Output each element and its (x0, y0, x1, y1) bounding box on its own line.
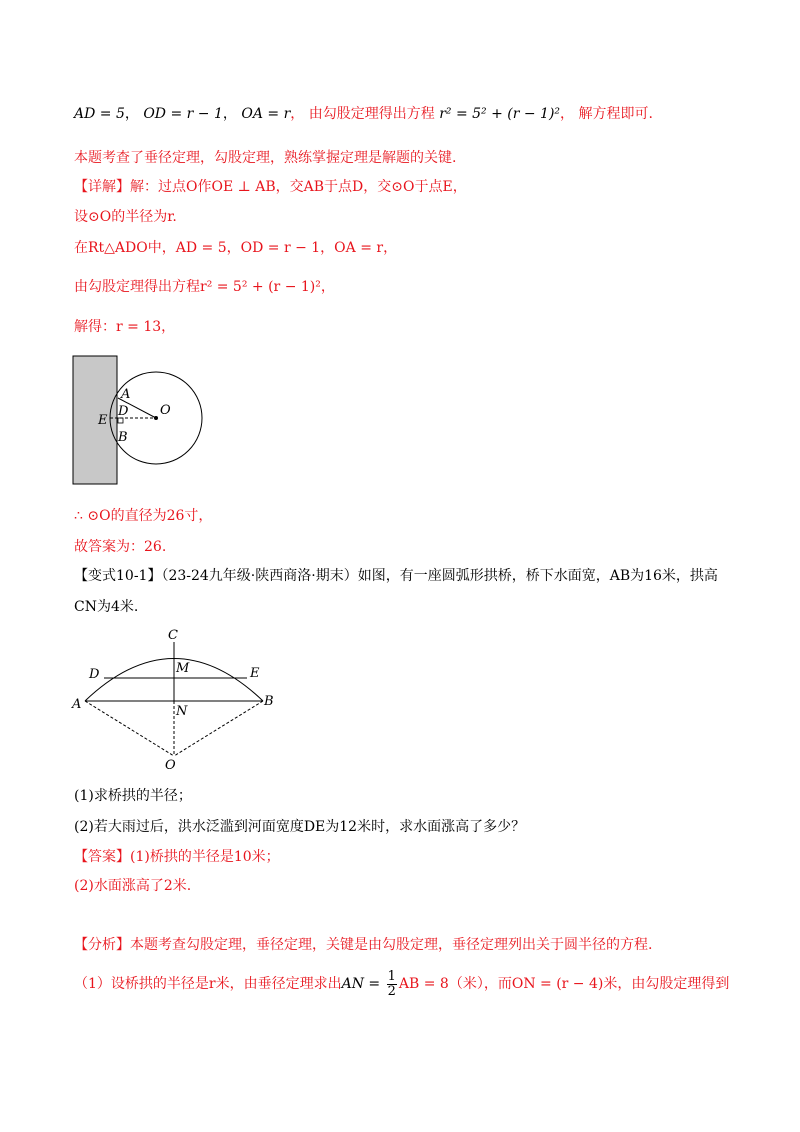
analysis-part1: （1）设桥拱的半径是r米，由垂径定理求出AN = $\frac{1}{2}$ AB = 8（米），而ON = (r − 4)米，由勾股定理得到 (74, 968, 730, 999)
arch-bridge-figure (70, 626, 280, 776)
point-o (154, 416, 158, 420)
answer-tag: 【答案】 (74, 849, 130, 865)
label-e: E (250, 666, 260, 681)
fraction-half (387, 970, 397, 999)
analysis-tag: 【分析】 (74, 937, 130, 953)
analysis-text: 本题考查勾股定理，垂径定理，关键是由勾股定理，垂径定理列出关于圆半径的方程. (130, 937, 653, 953)
question-2: (2)若大雨过后，洪水泛滥到河面宽度DE为12米时，求水面涨高了多少？ (74, 819, 526, 835)
detail-step3: 在Rt△ADO中，AD = 5，OD = r − 1，OA = r， (74, 240, 398, 256)
analysis-p1-b: AB = 8（米），而ON = (r − 4)米，由勾股定理得到 (398, 976, 730, 992)
label-d: D (118, 404, 129, 419)
variant-text1: 如图，有一座圆弧形拱桥，桥下水面宽，AB为16米，拱高 (357, 568, 718, 584)
analysis-p1-a: （1）设桥拱的半径是r米，由垂径定理求出 (74, 976, 342, 992)
label-n: N (176, 704, 188, 719)
conclusion-2: 故答案为：26. (74, 539, 167, 555)
detail-tag: 【详解】 (74, 179, 130, 195)
label-a: A (121, 387, 131, 402)
question-1: (1)求桥拱的半径； (74, 788, 192, 804)
analysis-top-line: AD = 5， OD = r − 1， OA = r， 由勾股定理得出方程 r² = 5² + (r − 1)²， 解方程即可. (74, 106, 653, 122)
variant-tag: 【变式10-1】 (74, 568, 162, 584)
conclusion-1: ∴ ⊙O的直径为26寸， (74, 508, 213, 524)
label-a: A (72, 697, 82, 712)
eq-ad: AD = 5 (74, 106, 125, 122)
fraction-num: 1 (387, 968, 396, 984)
detail-step5: 解得：r = 13， (74, 319, 176, 335)
variant-source: （23-24九年级·陕西商洛·期末） (161, 568, 358, 584)
detail-step2: 设⊙O的半径为r. (74, 209, 177, 225)
label-b: B (264, 694, 274, 709)
detail-step4: 由勾股定理得出方程r² = 5² + (r − 1)²， (74, 279, 335, 295)
analysis-line (74, 935, 652, 955)
label-o: O (165, 758, 176, 773)
label-d: D (89, 667, 100, 682)
analysis-p1-an: AN (341, 976, 364, 992)
analysis-formula: r² = 5² + (r − 1)² (439, 106, 561, 122)
detail-step1-line (74, 177, 467, 197)
label-e: E (98, 413, 108, 428)
summary-line: 本题考查了垂径定理，勾股定理，熟练掌握定理是解题的关键. (74, 150, 457, 166)
detail-step1: 解：过点O作OE ⊥ AB，交AB于点D，交⊙O于点E， (130, 179, 467, 195)
label-o: O (160, 403, 171, 418)
label-m: M (176, 661, 190, 676)
circle-wall-figure (70, 352, 210, 486)
segment-ao (85, 701, 174, 756)
fraction-den: 2 (387, 983, 396, 999)
analysis-post: 解方程即可. (578, 106, 653, 122)
variant-text2: CN为4米. (74, 599, 139, 615)
label-c: C (168, 628, 178, 643)
analysis-pre: 由勾股定理得出方程 (308, 106, 435, 122)
label-b: B (118, 430, 128, 445)
variant-line1 (74, 566, 718, 586)
eq-oa: OA = r (241, 106, 291, 122)
answer-2: (2)水面涨高了2米. (74, 878, 192, 894)
answer-line1 (74, 847, 280, 867)
answer-1: (1)桥拱的半径是10米； (130, 849, 280, 865)
eq-od: OD = r − 1 (143, 106, 223, 122)
